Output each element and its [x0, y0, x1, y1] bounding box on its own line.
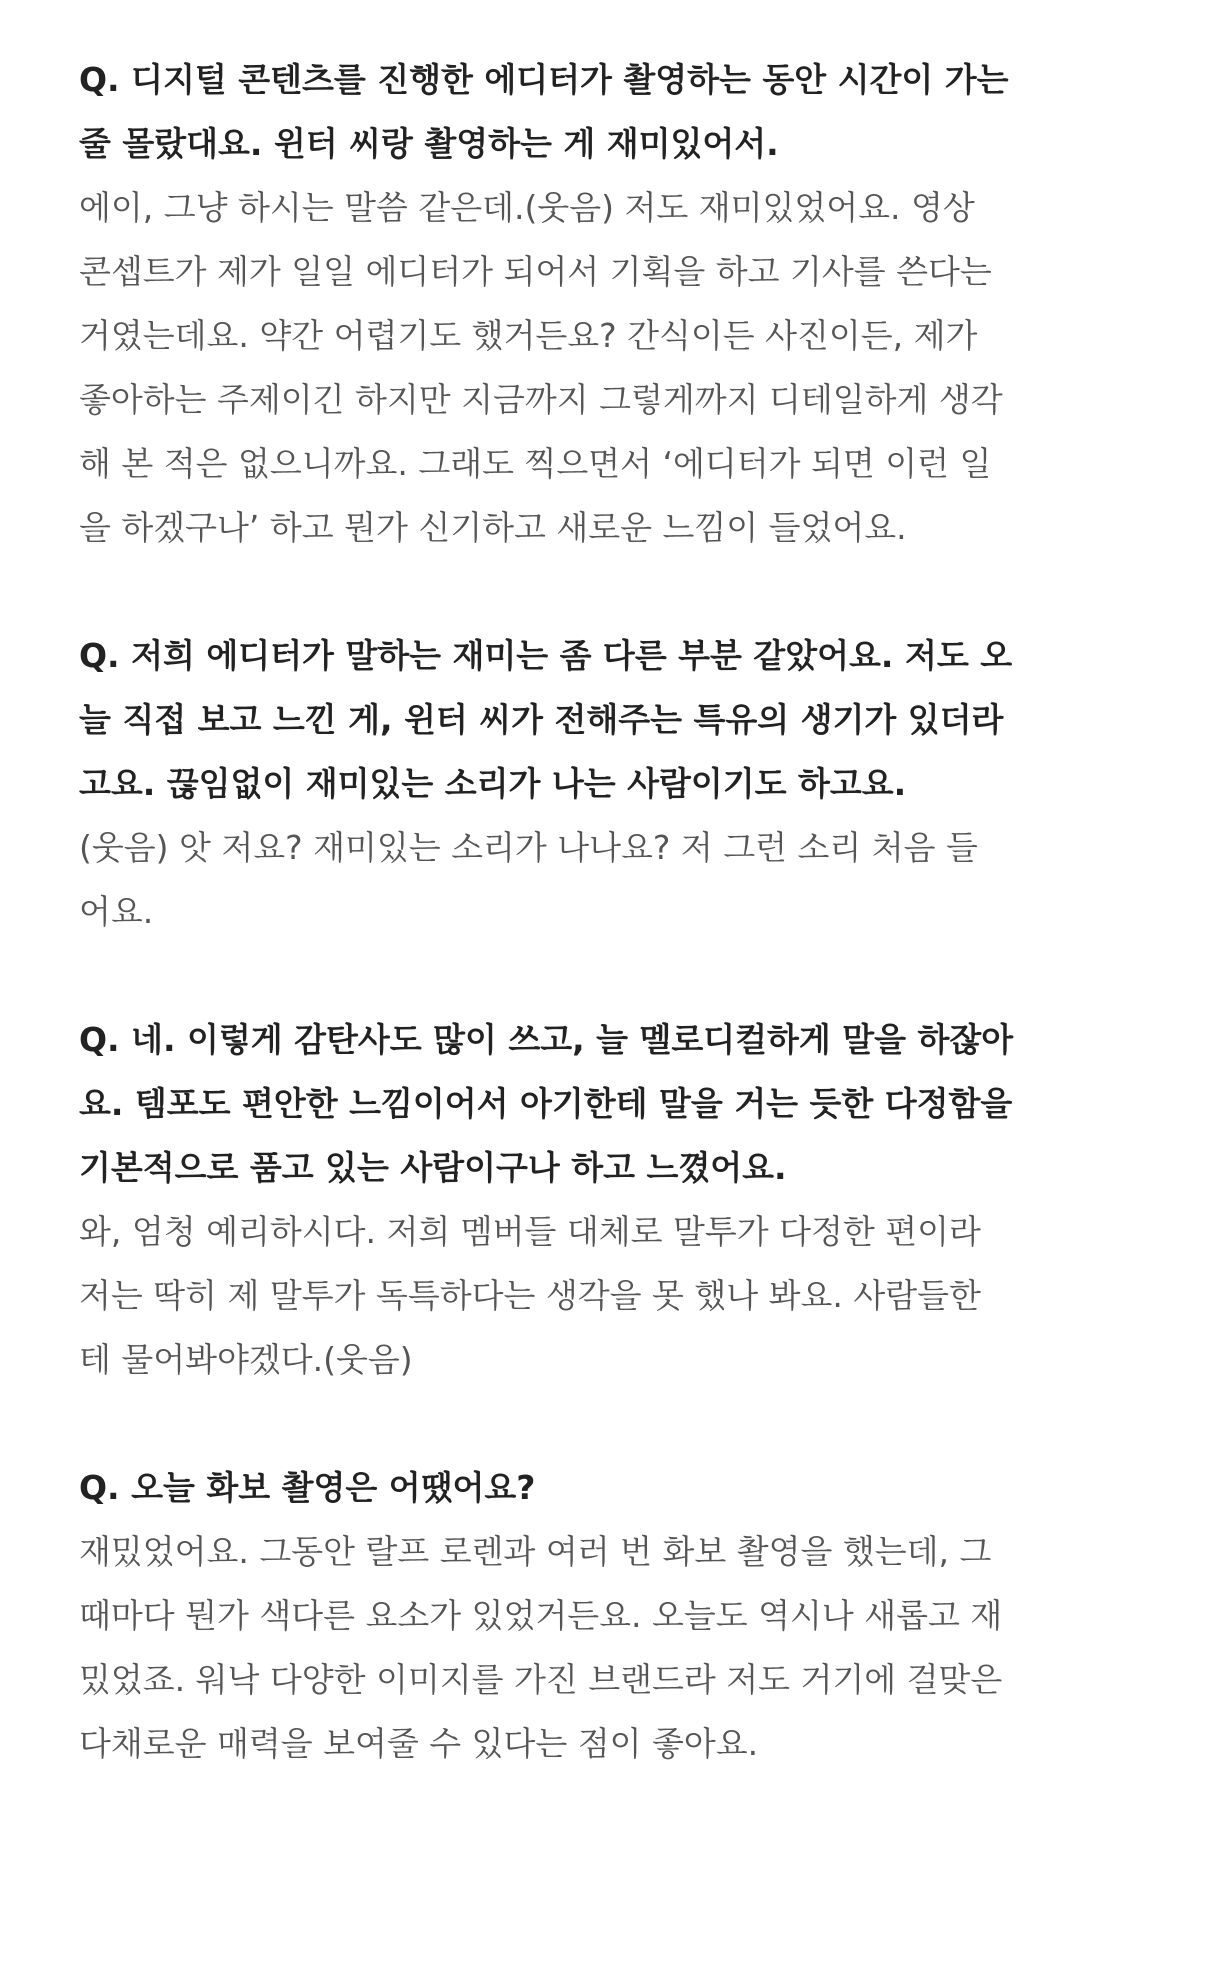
answer-line: 재밌었어요. 그동안 랄프 로렌과 여러 번 화보 촬영을 했는데, 그: [79, 1532, 992, 1571]
qa-block: [79, 1456, 1139, 1776]
answer: [79, 1520, 1139, 1776]
answer-line: 좋아하는 주제이긴 하지만 지금까지 그렇게까지 디테일하게 생각: [79, 380, 1003, 419]
answer-line: 다채로운 매력을 보여줄 수 있다는 점이 좋아요.: [79, 1724, 759, 1763]
answer-line: 저는 딱히 제 말투가 독특하다는 생각을 못 했나 봐요. 사람들한: [79, 1276, 981, 1315]
qa-block: [79, 1008, 1139, 1392]
answer: [79, 816, 1139, 944]
answer-line: 때마다 뭔가 색다른 요소가 있었거든요. 오늘도 역시나 새롭고 재: [79, 1596, 1003, 1635]
answer-line: 밌었죠. 워낙 다양한 이미지를 가진 브랜드라 저도 거기에 걸맞은: [79, 1660, 1003, 1699]
question-line: 줄 몰랐대요. 윈터 씨랑 촬영하는 게 재미있어서.: [79, 124, 779, 163]
question-line: 요. 템포도 편안한 느낌이어서 아기한테 말을 거는 듯한 다정함을: [79, 1084, 1013, 1123]
answer-line: 에이, 그냥 하시는 말씀 같은데.(웃음) 저도 재미있었어요. 영상: [79, 188, 975, 227]
question: [79, 624, 1139, 816]
question: [79, 1008, 1139, 1200]
question-line: Q. 디지털 콘텐츠를 진행한 에디터가 촬영하는 동안 시간이 가는: [79, 60, 1009, 99]
answer-line: 해 본 적은 없으니까요. 그래도 찍으면서 ‘에디터가 되면 이런 일: [79, 444, 992, 483]
answer-line: 어요.: [79, 892, 154, 931]
question-line: 늘 직접 보고 느낀 게, 윈터 씨가 전해주는 특유의 생기가 있더라: [79, 700, 1004, 739]
question-line: 기본적으로 품고 있는 사람이구나 하고 느꼈어요.: [79, 1148, 787, 1187]
answer-line: 콘셉트가 제가 일일 에디터가 되어서 기획을 하고 기사를 쓴다는: [79, 252, 992, 291]
question: [79, 1456, 1139, 1520]
answer-line: 을 하겠구나’ 하고 뭔가 신기하고 새로운 느낌이 들었어요.: [79, 508, 907, 547]
answer-line: 와, 엄청 예리하시다. 저희 멤버들 대체로 말투가 다정한 편이라: [79, 1212, 981, 1251]
answer: [79, 1200, 1139, 1392]
qa-block: [79, 48, 1139, 560]
question-line: 고요. 끊임없이 재미있는 소리가 나는 사람이기도 하고요.: [79, 764, 907, 803]
qa-block: [79, 624, 1139, 944]
question-line: Q. 저희 에디터가 말하는 재미는 좀 다른 부분 같았어요. 저도 오: [79, 636, 1013, 675]
answer: [79, 176, 1139, 560]
question: [79, 48, 1139, 176]
question-line: Q. 네. 이렇게 감탄사도 많이 쓰고, 늘 멜로디컬하게 말을 하잖아: [79, 1020, 1014, 1059]
answer-line: 테 물어봐야겠다.(웃음): [79, 1340, 413, 1379]
interview-article: [79, 48, 1139, 1840]
question-line: Q. 오늘 화보 촬영은 어땠어요?: [79, 1468, 536, 1507]
answer-line: 거였는데요. 약간 어렵기도 했거든요? 간식이든 사진이든, 제가: [79, 316, 978, 355]
answer-line: (웃음) 앗 저요? 재미있는 소리가 나나요? 저 그런 소리 처음 들: [79, 828, 978, 867]
